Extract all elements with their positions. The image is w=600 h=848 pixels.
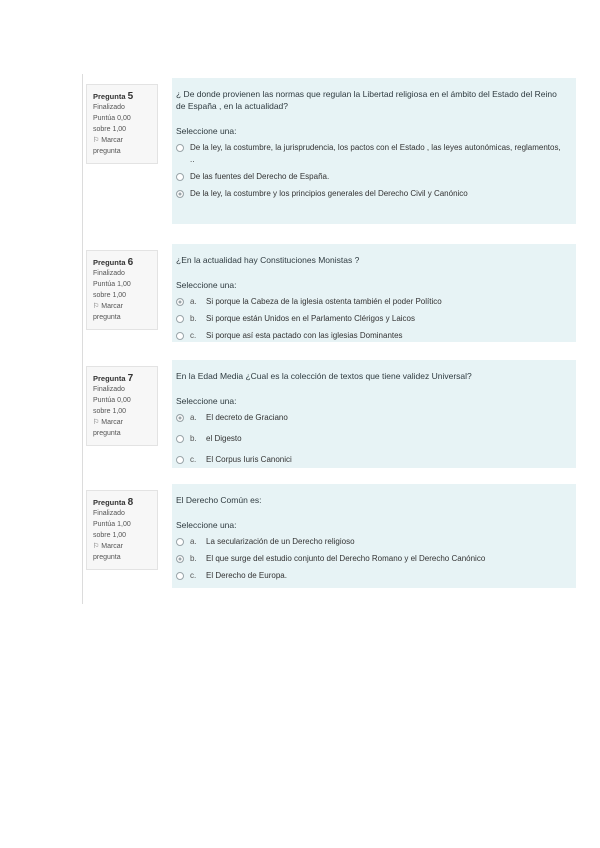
option-text: Si porque la Cabeza de la iglesia ostenta también el poder Político [206,297,442,306]
question-label: Pregunta [93,498,126,507]
option-text: El Corpus Iuris Canonici [206,455,292,464]
answer-option[interactable] [176,536,566,548]
question-number [93,373,157,384]
question-status: Finalizado [93,270,125,277]
radio-button[interactable] [176,435,184,443]
question-label: Pregunta [93,258,126,267]
question-label: Pregunta [93,92,126,101]
question-score-line1: Puntúa 1,00 [93,521,131,528]
radio-button[interactable] [176,572,184,580]
flag-question-link[interactable] [93,301,157,323]
question-status: Finalizado [93,104,125,111]
option-letter: a. [190,537,197,546]
option-letter: c. [190,571,197,580]
option-text: el Digesto [206,434,242,443]
flag-question-link[interactable] [93,541,157,563]
question-score-line2: sobre 1,00 [93,532,127,539]
option-letter: c. [190,331,197,340]
question-content [172,484,576,588]
option-letter: b. [190,554,197,563]
question-number [93,257,157,268]
answer-option[interactable] [176,433,566,445]
answer-option[interactable] [176,570,566,582]
flag-label-2: pregunta [93,148,121,155]
answer-option[interactable] [176,330,566,342]
page-left-rule [82,74,83,604]
option-letter: b. [190,314,197,323]
flag-icon: ⚐ [93,543,100,550]
flag-icon: ⚐ [93,419,100,426]
option-letter: a. [190,413,197,422]
flag-icon: ⚐ [93,303,100,310]
radio-button[interactable] [176,315,184,323]
question-block-8 [86,484,576,588]
option-text: Si porque están Unidos en el Parlamento Clérigos y Laicos [206,314,416,323]
option-text: El Derecho de Europa. [206,571,287,580]
question-info-panel [86,490,158,570]
select-prompt: Seleccione una: [176,520,237,530]
option-letter: c. [190,455,197,464]
question-status: Finalizado [93,510,125,517]
radio-button[interactable] [176,456,184,464]
answer-option[interactable] [176,296,566,308]
flag-label: Marcar [101,303,124,310]
flag-label-2: pregunta [93,430,121,437]
question-score-line1: Puntúa 1,00 [93,281,131,288]
question-score-line1: Puntúa 0,00 [93,115,131,122]
question-block-5 [86,78,576,224]
question-score-line2: sobre 1,00 [93,126,127,133]
flag-label: Marcar [101,137,124,144]
question-score-line2: sobre 1,00 [93,292,127,299]
radio-button-selected[interactable] [176,414,184,422]
option-text: El que surge del estudio conjunto del Derecho Romano y el Derecho Canónico [206,554,486,563]
flag-label-2: pregunta [93,314,121,321]
question-label: Pregunta [93,374,126,383]
answer-option[interactable] [176,171,566,183]
radio-button-selected[interactable] [176,190,184,198]
question-content [172,360,576,468]
answer-option[interactable] [176,454,566,466]
option-text: La secularización de un Derecho religioso [206,537,355,546]
select-prompt: Seleccione una: [176,396,237,406]
question-number-value: 7 [127,373,134,384]
flag-label: Marcar [101,543,124,550]
question-content [172,244,576,342]
radio-button[interactable] [176,332,184,340]
radio-button[interactable] [176,144,184,152]
answer-option[interactable] [176,412,566,424]
option-text: El decreto de Graciano [206,413,288,422]
radio-button[interactable] [176,538,184,546]
option-text: De la ley, la costumbre, la jurisprudencia, los pactos con el Estado , las leyes autonómicas, reglamentos, .. [190,143,561,164]
radio-button-selected[interactable] [176,555,184,563]
answer-option[interactable] [176,142,566,166]
flag-label-2: pregunta [93,554,121,561]
answer-option[interactable] [176,553,566,565]
option-letter: a. [190,297,197,306]
option-text: De las fuentes del Derecho de España. [190,172,330,181]
option-text: Si porque así esta pactado con las iglesias Dominantes [206,331,403,340]
answer-option[interactable] [176,188,566,200]
flag-question-link[interactable] [93,417,157,439]
question-number-value: 5 [127,91,134,102]
radio-button[interactable] [176,173,184,181]
flag-label: Marcar [101,419,124,426]
question-text: En la Edad Media ¿Cual es la colección de textos que tiene validez Universal? [176,371,472,381]
question-score-line1: Puntúa 0,00 [93,397,131,404]
question-info-panel [86,366,158,446]
question-content [172,78,576,224]
question-text: ¿ De donde provienen las normas que regulan la Libertad religiosa en el ámbito del Estado del Reino de España , en la actualidad? [176,89,557,111]
flag-icon: ⚐ [93,137,100,144]
select-prompt: Seleccione una: [176,126,237,136]
question-number-value: 8 [127,497,134,508]
select-prompt: Seleccione una: [176,280,237,290]
radio-button-selected[interactable] [176,298,184,306]
flag-question-link[interactable] [93,135,157,157]
question-number [93,91,157,102]
question-info-panel [86,84,158,164]
question-score-line2: sobre 1,00 [93,408,127,415]
question-block-7 [86,360,576,468]
question-info-panel [86,250,158,330]
question-text: El Derecho Común es: [176,495,262,505]
option-text: De la ley, la costumbre y los principios generales del Derecho Civil y Canónico [190,189,468,198]
option-letter: b. [190,434,197,443]
answer-option[interactable] [176,313,566,325]
question-number-value: 6 [127,257,134,268]
question-text: ¿En la actualidad hay Constituciones Monistas ? [176,255,360,265]
question-status: Finalizado [93,386,125,393]
question-number [93,497,157,508]
question-block-6 [86,244,576,342]
